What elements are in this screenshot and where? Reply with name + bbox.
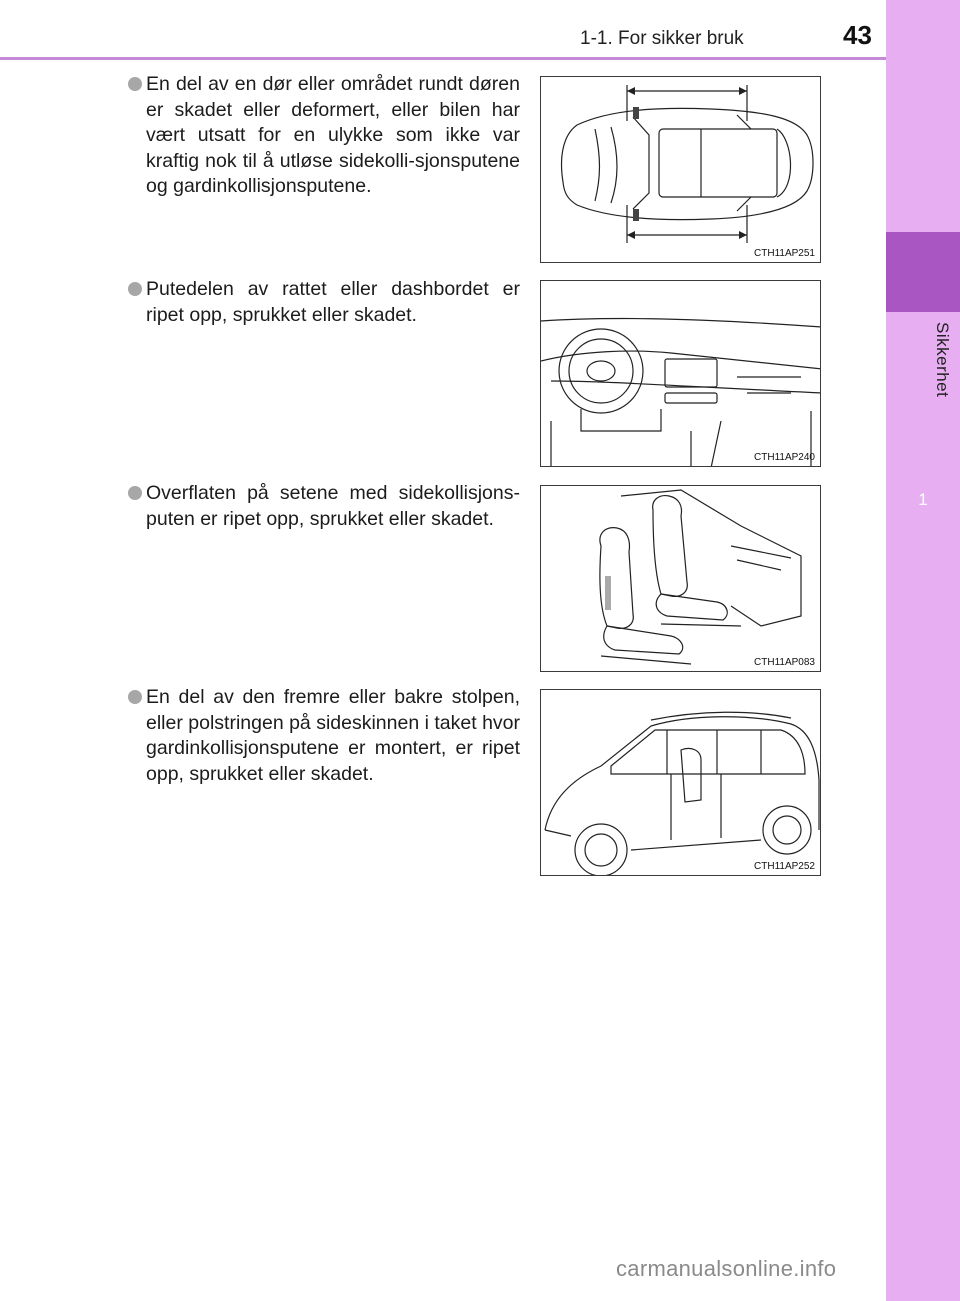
bullet-icon: [128, 486, 142, 500]
bullet-icon: [128, 282, 142, 296]
car-side-illustration: [540, 689, 821, 876]
figure-code: CTH11AP240: [754, 452, 815, 463]
side-tab-strip: [886, 0, 960, 1301]
figure-code: CTH11AP251: [754, 248, 815, 259]
car-top-view-drawing: [541, 77, 821, 263]
seats-illustration: [540, 485, 821, 672]
watermark: carmanualsonline.info: [616, 1256, 837, 1281]
bullet-icon: [128, 690, 142, 704]
list-item: [128, 72, 520, 200]
figure-code: CTH11AP083: [754, 657, 815, 668]
page-number: 43: [843, 20, 872, 50]
figure-code: CTH11AP252: [754, 861, 815, 872]
chapter-number: 1: [918, 490, 928, 509]
item-text: En del av den fremre eller bakre stolpen, eller polstringen på sideskinnen i taket hvor gardinkollisjonsputene er montert, er ripet opp, sprukket eller skadet.: [146, 686, 520, 785]
list-item: [128, 481, 520, 532]
chapter-name: Sikkerhet: [933, 322, 952, 398]
section-title: 1-1. For sikker bruk: [580, 28, 744, 49]
car-side-drawing: [541, 690, 821, 876]
car-top-view-illustration: [540, 76, 821, 263]
item-text: En del av en dør eller området rundt døren er skadet eller deformert, eller bilen har vært utsatt for en ulykke som ikke var kraftig nok til å utløse sidekolli-sjonsputene og gardinkollisjonsputene.: [146, 73, 520, 197]
item-text: Putedelen av rattet eller dashbordet er ripet opp, sprukket eller skadet.: [146, 278, 520, 326]
dashboard-drawing: [541, 281, 821, 467]
bullet-icon: [128, 77, 142, 91]
dashboard-illustration: [540, 280, 821, 467]
seats-drawing: [541, 486, 821, 672]
header-divider: [0, 57, 886, 60]
item-text: Overflaten på setene med sidekollisjons-puten er ripet opp, sprukket eller skadet.: [146, 482, 520, 530]
list-item: [128, 277, 520, 328]
list-item: [128, 685, 520, 787]
